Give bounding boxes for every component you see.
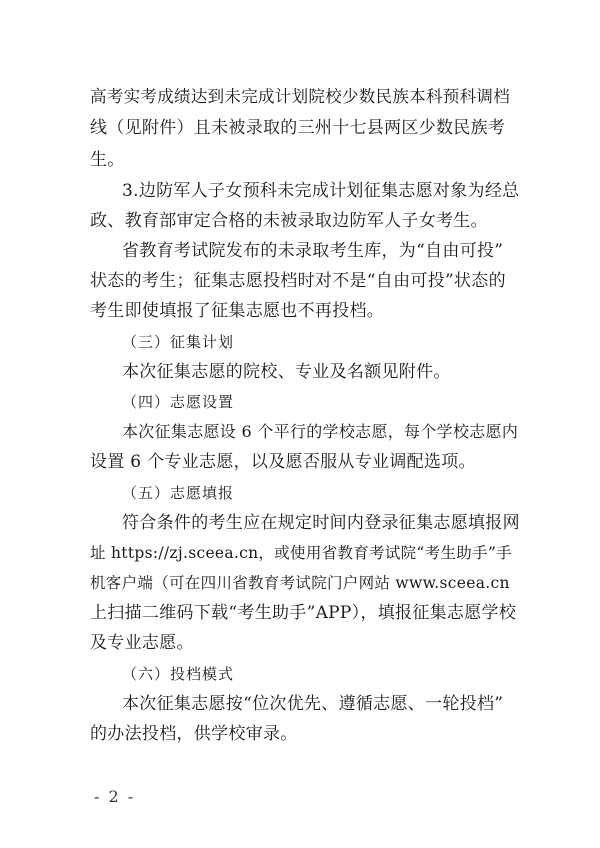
- section-heading-6: （六）投档模式: [122, 665, 235, 683]
- body-line: 政、教育部审定合格的未被录取边防军人子女考生。: [90, 211, 488, 231]
- body-line: 生。: [90, 150, 125, 170]
- section-heading-5: （五）志愿填报: [122, 484, 235, 502]
- section-heading-3: （三）征集计划: [122, 333, 235, 351]
- body-line: 上扫描二维码下载“考生助手”APP），填报征集志愿学校: [90, 603, 517, 623]
- body-line: 线（见附件）且未被录取的三州十七县两区少数民族考: [90, 118, 506, 138]
- body-line: 本次征集志愿设 6 个平行的学校志愿，每个学校志愿内: [122, 422, 519, 441]
- section-heading-4: （四）志愿设置: [122, 393, 235, 411]
- body-line: 址 https://zj.sceea.cn，或使用省教育考试院“考生助手”手: [90, 544, 512, 562]
- body-line: 3.边防军人子女预科未完成计划征集志愿对象为经总: [122, 181, 520, 201]
- body-line: 机客户端（可在四川省教育考试院门户网站 www.sceea.cn: [90, 574, 510, 592]
- body-line: 高考实考成绩达到未完成计划院校少数民族本科预科调档: [90, 87, 510, 106]
- body-line: 状态的考生；征集志愿投档时对不是“自由可投”状态的: [90, 271, 506, 291]
- body-line: 的办法投档，供学校审录。: [90, 724, 298, 744]
- body-line: 本次征集志愿的院校、专业及名额见附件。: [122, 362, 451, 382]
- body-line: 本次征集志愿按“位次优先、遵循志愿、一轮投档”: [122, 694, 504, 714]
- body-line: 及专业志愿。: [90, 633, 194, 653]
- body-line: 考生即使填报了征集志愿也不再投档。: [90, 301, 385, 321]
- body-line: 符合条件的考生应在规定时间内登录征集志愿填报网: [122, 513, 520, 533]
- body-line: 省教育考试院发布的未录取考生库，为“自由可投”: [122, 241, 504, 261]
- page-number: - 2 -: [94, 787, 136, 806]
- body-line: 设置 6 个专业志愿，以及愿否服从专业调配选项。: [90, 452, 476, 472]
